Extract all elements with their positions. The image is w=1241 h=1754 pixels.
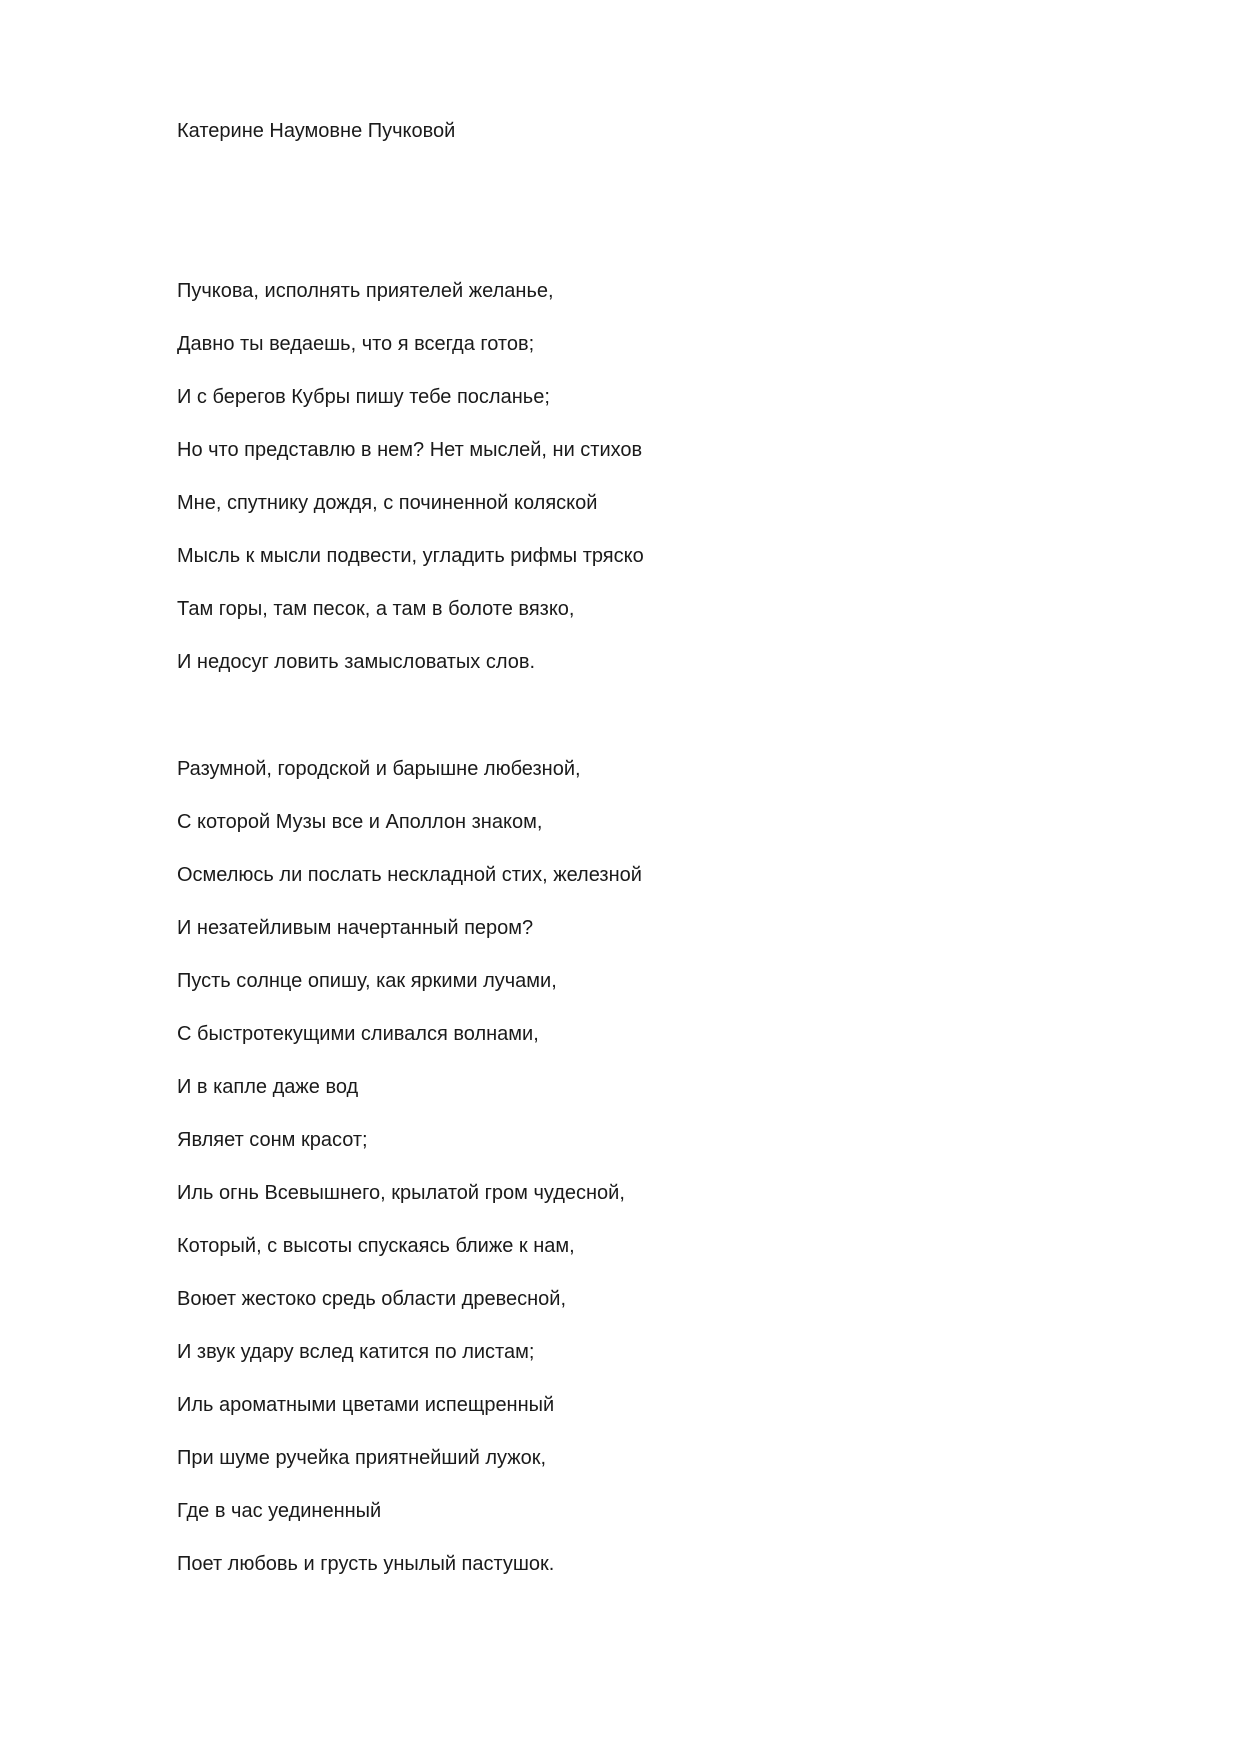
poem-line: Давно ты ведаешь, что я всегда готов; [177,333,535,355]
poem-line: При шуме ручейка приятнейший лужок, [177,1447,547,1469]
poem-line: Иль ароматными цветами испещренный [177,1394,555,1416]
poem-line: И незатейливым начертанный пером? [177,917,534,939]
stanza-1 [177,277,644,701]
poem-line: Там горы, там песок, а там в болоте вязко, [177,598,575,620]
poem-line: Осмелюсь ли послать нескладной стих, железной [177,864,642,886]
poem-line: Пучкова, исполнять приятелей желанье, [177,280,554,302]
poem-line: С быстротекущими сливался волнами, [177,1023,539,1045]
poem-line: И недосуг ловить замысловатых слов. [177,651,536,673]
poem-line: Мне, спутнику дождя, с починенной коляской [177,492,598,514]
poem-line: И с берегов Кубры пишу тебе посланье; [177,386,550,408]
poem-line: Являет сонм красот; [177,1129,368,1151]
poem-line: Поет любовь и грусть унылый пастушок. [177,1553,555,1575]
dedication-title: Катерине Наумовне Пучковой [177,120,456,142]
poem-line: Который, с высоты спускаясь ближе к нам, [177,1235,575,1257]
poem-line: Разумной, городской и барышне любезной, [177,758,581,780]
poem-line: Мысль к мысли подвести, угладить рифмы тряско [177,545,644,567]
poem-line: Где в час уединенный [177,1500,382,1522]
stanza-2 [177,755,642,1603]
poem-line: Иль огнь Всевышнего, крылатой гром чудесной, [177,1182,625,1204]
poem-line: Пусть солнце опишу, как яркими лучами, [177,970,557,992]
poem-line: Воюет жестоко средь области древесной, [177,1288,567,1310]
poem-line: С которой Музы все и Аполлон знаком, [177,811,543,833]
poem-line: И звук удару вслед катится по листам; [177,1341,535,1363]
poem-line: И в капле даже вод [177,1076,359,1098]
poem-line: Но что представлю в нем? Нет мыслей, ни стихов [177,439,643,461]
